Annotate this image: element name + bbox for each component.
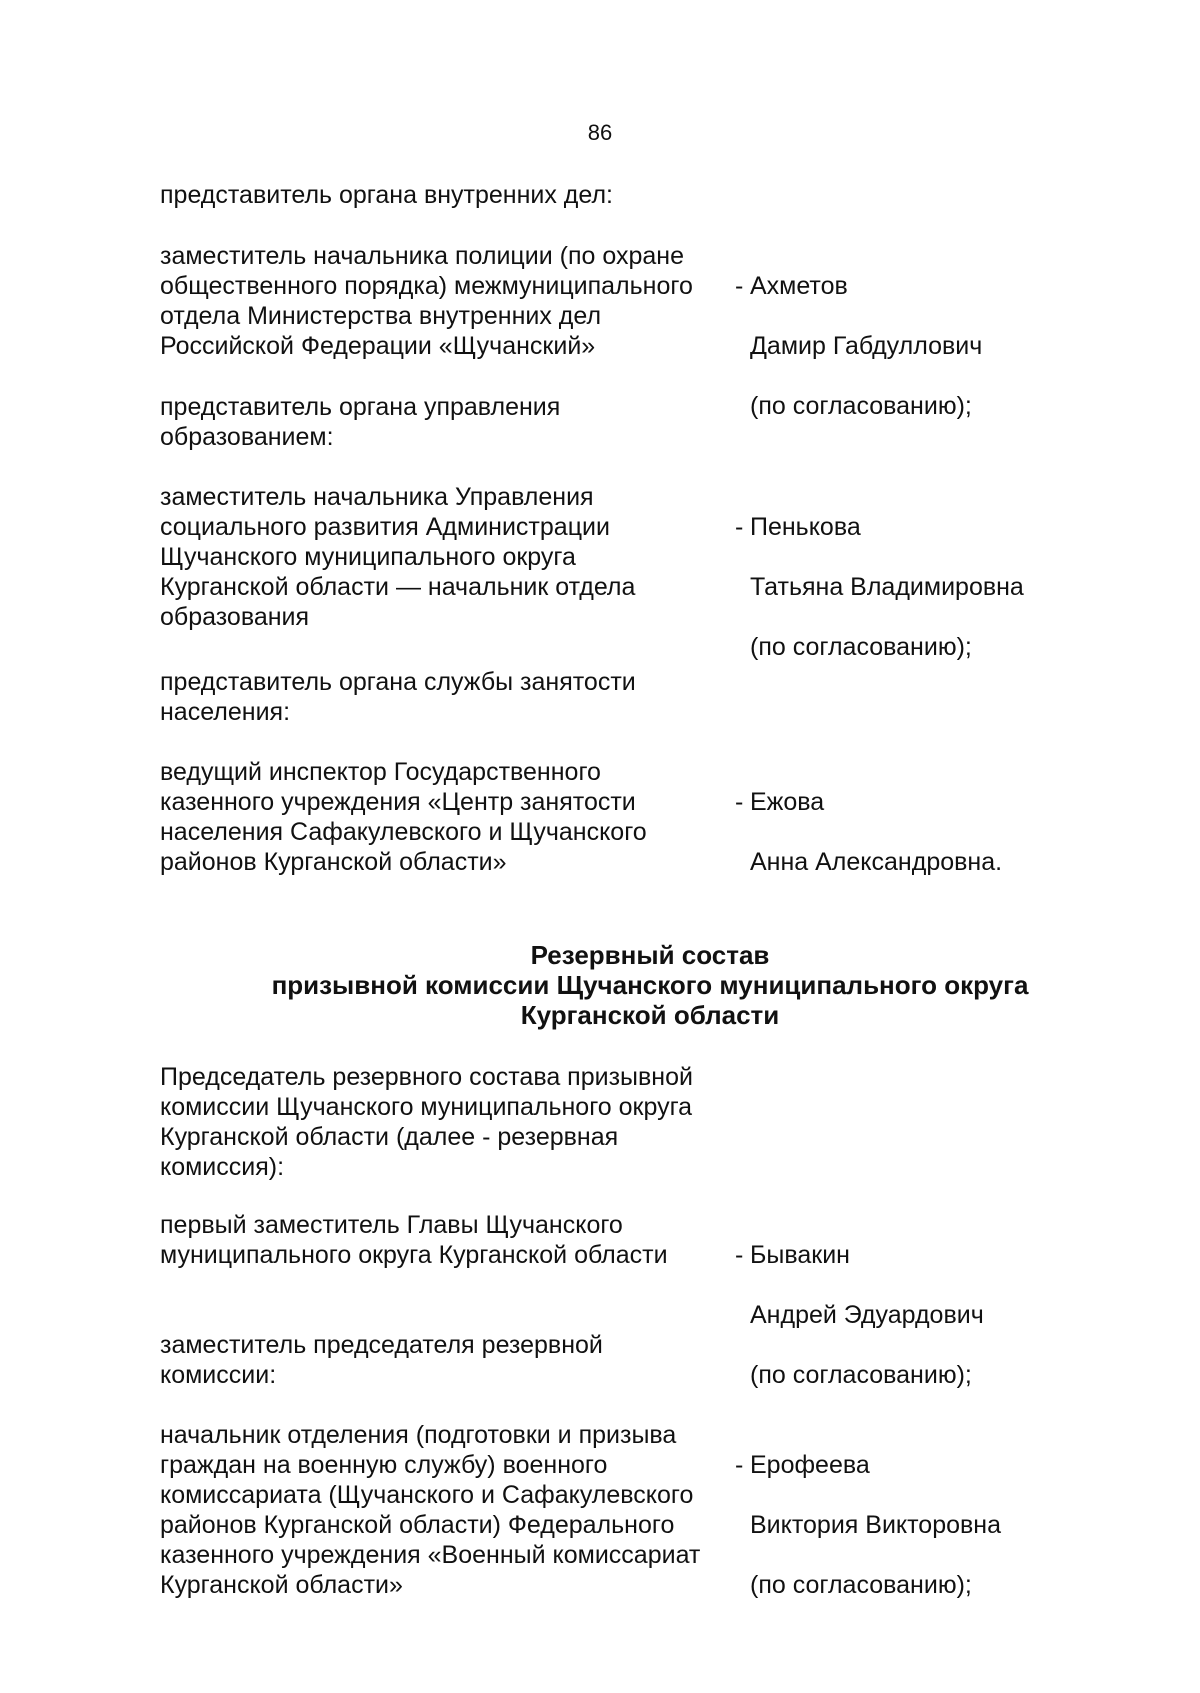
person-note: (по согласованию); <box>750 1361 972 1389</box>
person-name: Андрей Эдуардович <box>750 1301 984 1329</box>
person-surname: Пенькова <box>750 513 861 541</box>
reserve-deputy-position: начальник отделения (подготовки и призыва граждан на военную службу) военного комиссариата (Щучанского и Сафакулевского районов Курганской области) Федерального казенного учреждения «Военный комиссариат Курганской области» <box>160 1421 701 1599</box>
reserve-chair-role: Председатель резервного состава призывной комиссии Щучанского муниципального округа Курганской области (далее - резервная комиссия): <box>160 1063 693 1181</box>
person-name: Виктория Викторовна <box>750 1511 1002 1539</box>
role-heading-education: представитель органа управления образованием: <box>160 393 561 451</box>
person-surname: Ахметов <box>750 272 848 300</box>
person-surname: Ежова <box>750 788 825 816</box>
person-name: Дамир Габдуллович <box>750 332 983 360</box>
person-reserve-deputy <box>735 1420 1065 1630</box>
reserve-heading: Резервный состав призывной комиссии Щучанского муниципального округа Курганской области <box>271 940 1029 1030</box>
person-note: (по согласованию); <box>750 1571 972 1599</box>
dash-marker: - <box>735 513 744 541</box>
reserve-chair-position: первый заместитель Главы Щучанского муниципального округа Курганской области <box>160 1211 668 1269</box>
reserve-deputy-role: заместитель председателя резервной комиссии: <box>160 1331 603 1389</box>
person-note: (по согласованию); <box>750 392 972 420</box>
page-number: 86 <box>587 120 613 145</box>
role-heading-employment: представитель органа службы занятости населения: <box>160 668 636 726</box>
person-employment <box>735 757 1065 907</box>
dash-marker: - <box>735 1241 744 1269</box>
dash-marker: - <box>735 788 744 816</box>
person-internal-affairs <box>735 241 1065 451</box>
person-name: Анна Александровна. <box>750 848 1003 876</box>
position-employment: ведущий инспектор Государственного казенного учреждения «Центр занятости населения Сафакулевского и Щучанского районов Курганской области» <box>160 758 647 876</box>
dash-marker: - <box>735 1451 744 1479</box>
role-heading-internal-affairs: представитель органа внутренних дел: <box>160 181 614 209</box>
person-surname: Ерофеева <box>750 1451 870 1479</box>
person-note: (по согласованию); <box>750 633 972 661</box>
person-surname: Бывакин <box>750 1241 850 1269</box>
person-reserve-chair <box>735 1210 1065 1420</box>
person-education <box>735 482 1065 692</box>
position-internal-affairs: заместитель начальника полиции (по охране общественного порядка) межмуниципального отдела Министерства внутренних дел Российской Федерации «Щучанский» <box>160 242 693 360</box>
person-name: Татьяна Владимировна <box>750 573 1024 601</box>
position-education: заместитель начальника Управления социального развития Администрации Щучанского муниципального округа Курганской области — начальник отдела образования <box>160 483 636 631</box>
dash-marker: - <box>735 272 744 300</box>
